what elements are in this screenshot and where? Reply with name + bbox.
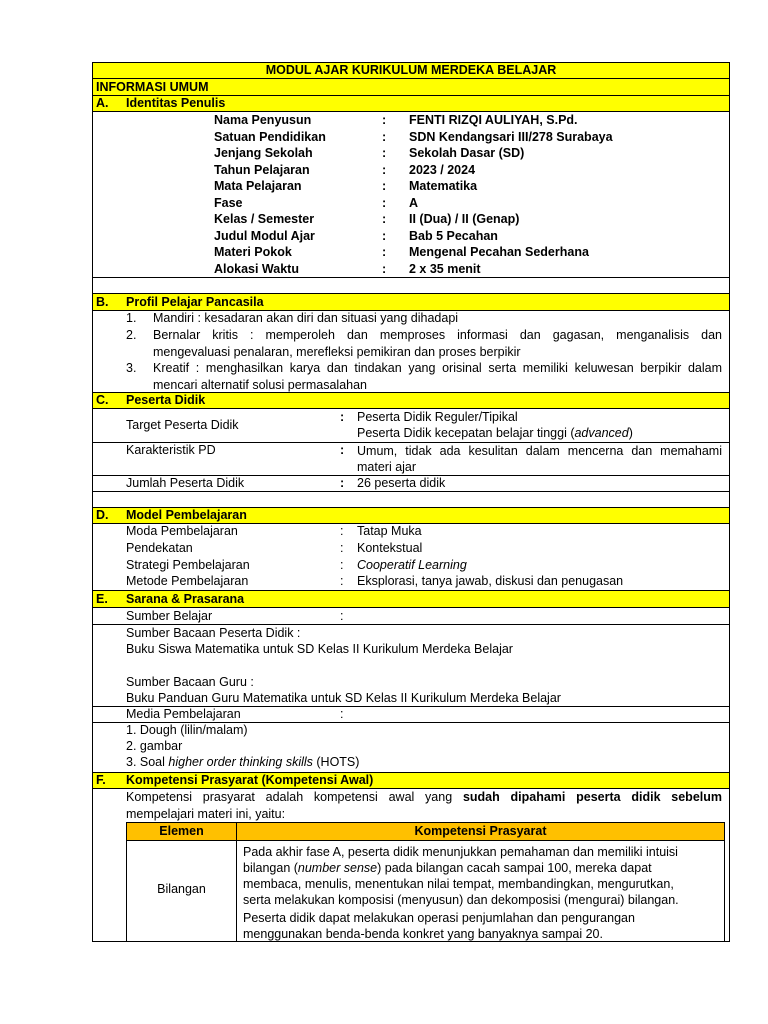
kompetensi-intro-line-1: Kompetensi prasyarat adalah kompetensi awal yang sudah dipahami peserta didik sebelum <box>126 790 722 804</box>
identitas-value: Bab 5 Pecahan <box>409 228 498 243</box>
section-c-title: Peserta Didik <box>126 393 206 407</box>
jumlah-peserta-row <box>93 476 729 492</box>
identitas-label: Alokasi Waktu <box>214 261 299 276</box>
model-row <box>93 574 729 591</box>
identitas-value: Sekolah Dasar (SD) <box>409 146 525 160</box>
karakteristik-line-1: Umum, tidak ada kesulitan dalam mencerna dan memahami <box>357 444 722 458</box>
target-peserta-row <box>93 409 729 443</box>
document-title: MODUL AJAR KURIKULUM MERDEKA BELAJAR <box>93 63 729 79</box>
media-list <box>93 723 729 773</box>
section-c-letter: C. <box>96 393 109 407</box>
model-label: Pendekatan <box>126 540 193 555</box>
column-header-kompetensi: Kompetensi Prasyarat <box>414 824 547 838</box>
column-divider <box>236 823 237 941</box>
kompetensi-paragraph-2: Peserta didik dapat melakukan operasi penjumlahan dan pengurangan menggunakan benda-benda konkret yang banyaknya sampai 20. <box>243 911 635 941</box>
media-pembelajaran-label: Media Pembelajaran <box>126 707 241 721</box>
profil-item-1: Mandiri : kesadaran akan diri dan situasi yang dihadapi <box>153 311 459 325</box>
identitas-colon: : <box>382 162 387 177</box>
jumlah-peserta-value: 26 peserta didik <box>357 476 446 490</box>
profil-item-3-line-2: mencari alternatif solusi permasalahan <box>153 378 367 392</box>
identitas-label: Jenjang Sekolah <box>214 146 313 160</box>
identitas-colon: : <box>382 129 387 144</box>
profil-number-1: 1. <box>126 311 137 325</box>
karakteristik-label: Karakteristik PD <box>126 443 216 457</box>
profil-item-3-line-1: Kreatif : menghasilkan karya dan tindakan yang orisinal serta memiliki keluwesan berpikir dalam <box>153 361 722 375</box>
section-d-header <box>93 508 729 524</box>
profil-number-2: 2. <box>126 328 137 342</box>
model-colon: : <box>340 524 344 538</box>
identitas-value: A <box>409 195 419 210</box>
identitas-label: Materi Pokok <box>214 245 292 259</box>
media-item-2: 2. gambar <box>126 739 183 753</box>
model-value: Tatap Muka <box>357 524 422 538</box>
identitas-value: SDN Kendangsari III/278 Surabaya <box>409 129 613 144</box>
identitas-label: Judul Modul Ajar <box>214 228 315 243</box>
kompetensi-intro-line-2: mempelajari materi ini, yaitu: <box>126 807 286 821</box>
target-peserta-label: Target Peserta Didik <box>126 418 239 432</box>
section-e-title: Sarana & Prasarana <box>126 592 245 606</box>
jumlah-peserta-colon: : <box>340 476 345 490</box>
bacaan-peserta-value: Buku Siswa Matematika untuk SD Kelas II Kurikulum Merdeka Belajar <box>126 642 513 656</box>
model-label: Strategi Pembelajaran <box>126 557 250 572</box>
identitas-colon: : <box>382 146 387 160</box>
elemen-bilangan: Bilangan <box>157 882 206 896</box>
document-table <box>92 62 730 942</box>
identitas-colon: : <box>382 261 387 276</box>
identitas-label: Mata Pelajaran <box>214 179 302 193</box>
media-pembelajaran-colon: : <box>340 707 344 721</box>
karakteristik-row <box>93 443 729 476</box>
section-f-letter: F. <box>96 773 106 787</box>
model-colon: : <box>340 574 344 589</box>
section-a-header <box>93 96 729 112</box>
model-label: Moda Pembelajaran <box>126 524 238 538</box>
profil-number-3: 3. <box>126 361 137 375</box>
media-item-3: 3. Soal higher order thinking skills (HOTS) <box>126 755 360 769</box>
kompetensi-block <box>93 789 729 942</box>
section-a-title: Identitas Penulis <box>126 96 226 110</box>
sumber-bacaan-block <box>93 625 729 707</box>
model-row <box>93 524 729 541</box>
kompetensi-paragraph-1: Pada akhir fase A, peserta didik menunjukkan pemahaman dan memiliki intuisi bilangan (number sense) pada bilangan cacah sampai 100, mereka dapat membaca, menulis, menentukan nilai tempat, membandingkan, mengurutkan, serta melakukan komposisi (menyusun) dan dekomposisi (mengurai) bilangan. <box>243 845 679 907</box>
profil-item-2-line-2: mengevaluasi penalaran, merefleksi pemikiran dan proses berpikir <box>153 345 521 359</box>
identitas-label: Tahun Pelajaran <box>214 162 310 177</box>
model-colon: : <box>340 540 344 555</box>
profil-block <box>93 311 729 393</box>
model-value: Kontekstual <box>357 540 423 555</box>
identitas-label: Kelas / Semester <box>214 212 315 226</box>
identitas-value: Mengenal Pecahan Sederhana <box>409 245 589 259</box>
bacaan-guru-value: Buku Panduan Guru Matematika untuk SD Kelas II Kurikulum Merdeka Belajar <box>126 691 561 705</box>
karakteristik-line-2: materi ajar <box>357 460 417 474</box>
column-header-elemen: Elemen <box>159 824 204 838</box>
jumlah-peserta-label: Jumlah Peserta Didik <box>126 476 245 490</box>
model-row <box>93 558 729 575</box>
media-item-1: 1. Dough (lilin/malam) <box>126 723 248 737</box>
informasi-umum-row <box>93 79 729 96</box>
sumber-belajar-colon: : <box>340 609 344 623</box>
model-value: Eksplorasi, tanya jawab, diskusi dan penugasan <box>357 574 624 589</box>
section-e-letter: E. <box>96 592 108 606</box>
sumber-belajar-label: Sumber Belajar <box>126 609 213 623</box>
section-a-letter: A. <box>96 96 109 110</box>
bacaan-guru-label: Sumber Bacaan Guru : <box>126 675 254 689</box>
identitas-label: Fase <box>214 195 243 210</box>
section-d-letter: D. <box>96 508 109 522</box>
identitas-colon: : <box>382 212 387 226</box>
identitas-colon: : <box>382 179 387 193</box>
identitas-label: Nama Penyusun <box>214 113 312 127</box>
identitas-value: 2 x 35 menit <box>409 261 481 276</box>
identitas-value: FENTI RIZQI AULIYAH, S.Pd. <box>409 113 578 127</box>
identitas-colon: : <box>382 245 387 259</box>
bacaan-peserta-label: Sumber Bacaan Peserta Didik : <box>126 626 301 640</box>
informasi-umum-label: INFORMASI UMUM <box>96 80 209 94</box>
identitas-colon: : <box>382 228 387 243</box>
section-b-title: Profil Pelajar Pancasila <box>126 295 264 309</box>
kompetensi-table <box>126 822 725 942</box>
target-peserta-line-2: Peserta Didik kecepatan belajar tinggi (advanced) <box>357 426 633 440</box>
model-colon: : <box>340 557 344 572</box>
identitas-block <box>93 112 729 278</box>
karakteristik-colon: : <box>340 443 345 457</box>
section-c-header <box>93 393 729 409</box>
media-pembelajaran-row <box>93 707 729 723</box>
identitas-colon: : <box>382 113 387 127</box>
section-f-header <box>93 773 729 789</box>
section-b-header <box>93 294 729 311</box>
model-label: Metode Pembelajaran <box>126 574 249 589</box>
section-f-title: Kompetensi Prasyarat (Kompetensi Awal) <box>126 773 374 787</box>
identitas-label: Satuan Pendidikan <box>214 129 326 144</box>
spacer-row <box>93 492 729 508</box>
model-row <box>93 541 729 558</box>
target-peserta-line-1: Peserta Didik Reguler/Tipikal <box>357 410 518 424</box>
identitas-colon: : <box>382 195 387 210</box>
sumber-belajar-row <box>93 608 729 625</box>
target-peserta-colon: : <box>340 410 345 424</box>
section-e-header <box>93 591 729 608</box>
section-d-title: Model Pembelajaran <box>126 508 247 522</box>
profil-item-2-line-1: Bernalar kritis : memperoleh dan memproses informasi dan gagasan, menganalisis dan <box>153 328 722 342</box>
model-value: Cooperatif Learning <box>357 557 467 572</box>
identitas-value: Matematika <box>409 179 478 193</box>
spacer-row <box>93 278 729 294</box>
section-b-letter: B. <box>96 295 109 309</box>
identitas-value: 2023 / 2024 <box>409 162 476 177</box>
identitas-value: II (Dua) / II (Genap) <box>409 212 520 226</box>
